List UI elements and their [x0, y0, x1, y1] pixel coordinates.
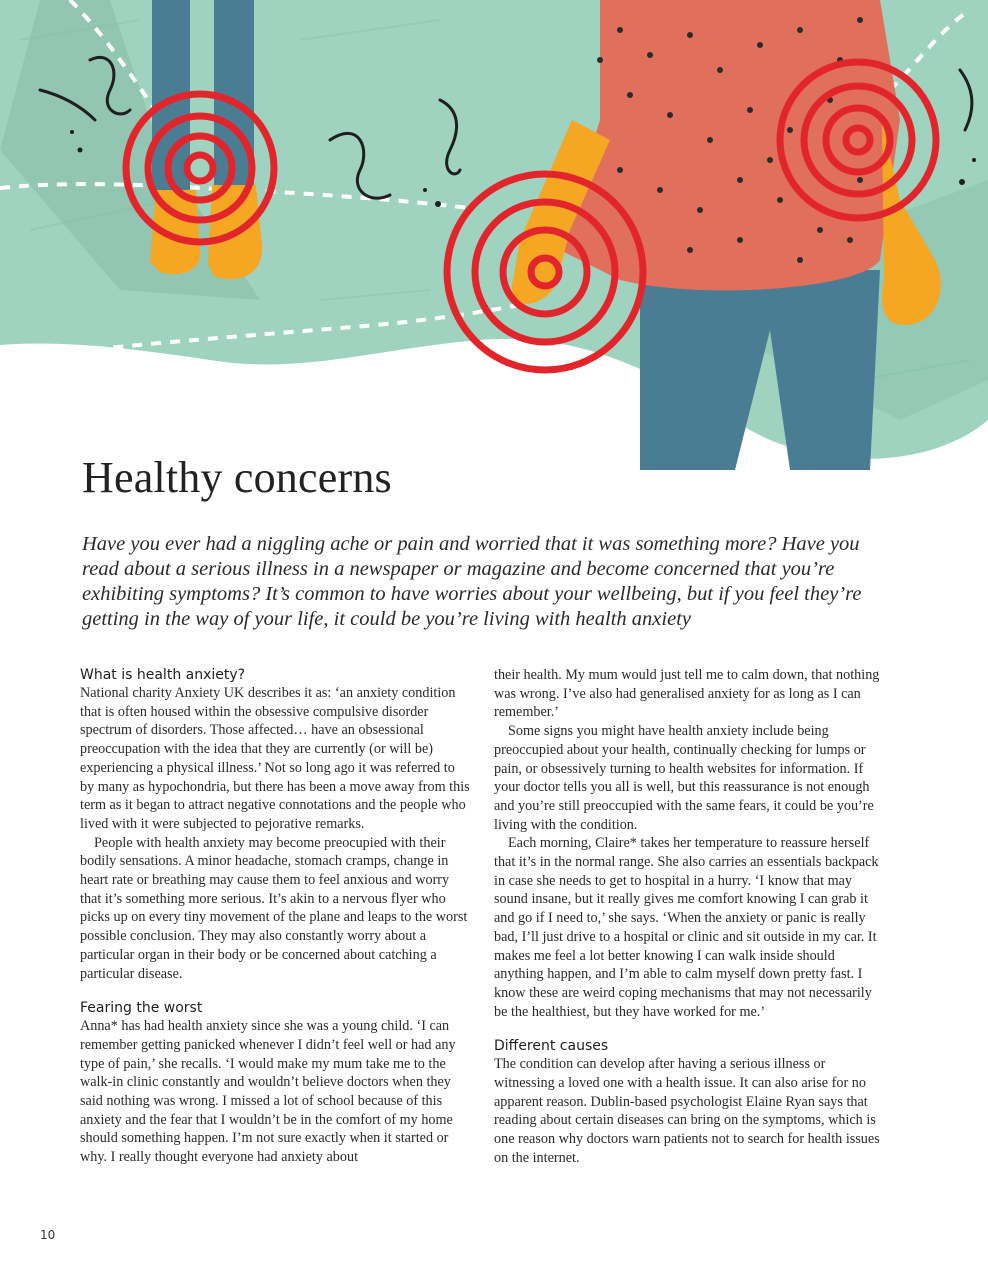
- body-paragraph: their health. My mum would just tell me to calm down, that nothing was wrong. I’ve also had generalised anxiety for as long as I can remember.’: [494, 667, 880, 721]
- body-paragraph: Some signs you might have health anxiety include being preoccupied about your health, continually checking for lumps or pain, or obsessively turning to health websites for information. If your doctor tells you all is well, but this reassurance is not enough and you’re still preoccupied with the same fears, it could be you’re living with the condition.: [494, 723, 874, 833]
- section-heading: What is health anxiety?: [80, 667, 246, 683]
- section-heading: Fearing the worst: [80, 1000, 203, 1017]
- article-title: Healthy concerns: [82, 453, 392, 502]
- body-paragraph: The condition can develop after having a serious illness or witnessing a loved one with a health issue. It can also arise for no apparent reason. Dublin-based psychologist Elaine Ryan says that reading about certain diseases can bring on the symptoms, which is one reason why doctors warn patients not to search for health issues on the internet.: [494, 1056, 880, 1166]
- page-number: 10: [40, 1228, 56, 1242]
- right-column: [494, 666, 884, 1168]
- body-paragraph: Each morning, Claire* takes her temperature to reassure herself that it’s in the normal range. She also carries an essentials backpack in case she needs to get to hospital in a hurry. ‘I know that may sound insane, but it really gives me comfort knowing I can grab it and go if I need to,’ she says. ‘When the anxiety or panic is really bad, I’ll just drive to a hospital or clinic and sit outside in my car. It makes me feel a lot better knowing I can walk inside should anything happen, and I’m able to calm myself down pretty fast. I know these are weird coping mechanisms that may not necessarily be the healthiest, but they have worked for me.’: [494, 835, 879, 1020]
- left-column: [80, 666, 470, 1167]
- body-paragraph: People with health anxiety may become preocupied with their bodily sensations. A minor headache, stomach cramps, change in heart rate or breathing may cause them to feel anxious and worry that it’s something more serious. It’s akin to a nervous flyer who picks up on every tiny movement of the plane and leaps to the worst possible conclusion. They may also constantly worry about a particular organ in their body or be concerned about catching a particular disease.: [80, 834, 468, 982]
- article-standfirst: Have you ever had a niggling ache or pain and worried that it was something more? Have you read about a serious illness in a newspaper or magazine and become concerned that you’re exhibiting symptoms? It’s common to have worries about your wellbeing, but if you feel they’re getting in the way of your life, it could be you’re living with health anxiety: [82, 533, 862, 630]
- body-paragraph: National charity Anxiety UK describes it as: ‘an anxiety condition that is often housed within the obsessive compulsive disorder spectrum of disorders. Those affected… have an obsessional preoccupation with the idea that they are currently (or will be) experiencing a physical illness.’ Not so long ago it was referred to by many as hypochondria, but there has been a move away from this term as it began to attract negative connotations and the people who lived with it were subjected to pejorative remarks.: [80, 685, 470, 832]
- body-paragraph: Anna* has had health anxiety since she was a young child. ‘I can remember getting panicked whenever I didn’t feel well or had any type of pain,’ she recalls. ‘I would make my mum take me to the walk-in clinic constantly and wouldn’t believe doctors when they said nothing was wrong. I missed a lot of school because of this anxiety and the fear that I wouldn’t be in the comfort of my home should something happen. I’m not sure exactly when it started or why. I really thought everyone had anxiety about: [80, 1018, 456, 1166]
- hero-illustration: [0, 0, 988, 470]
- section-heading: Different causes: [494, 1038, 609, 1055]
